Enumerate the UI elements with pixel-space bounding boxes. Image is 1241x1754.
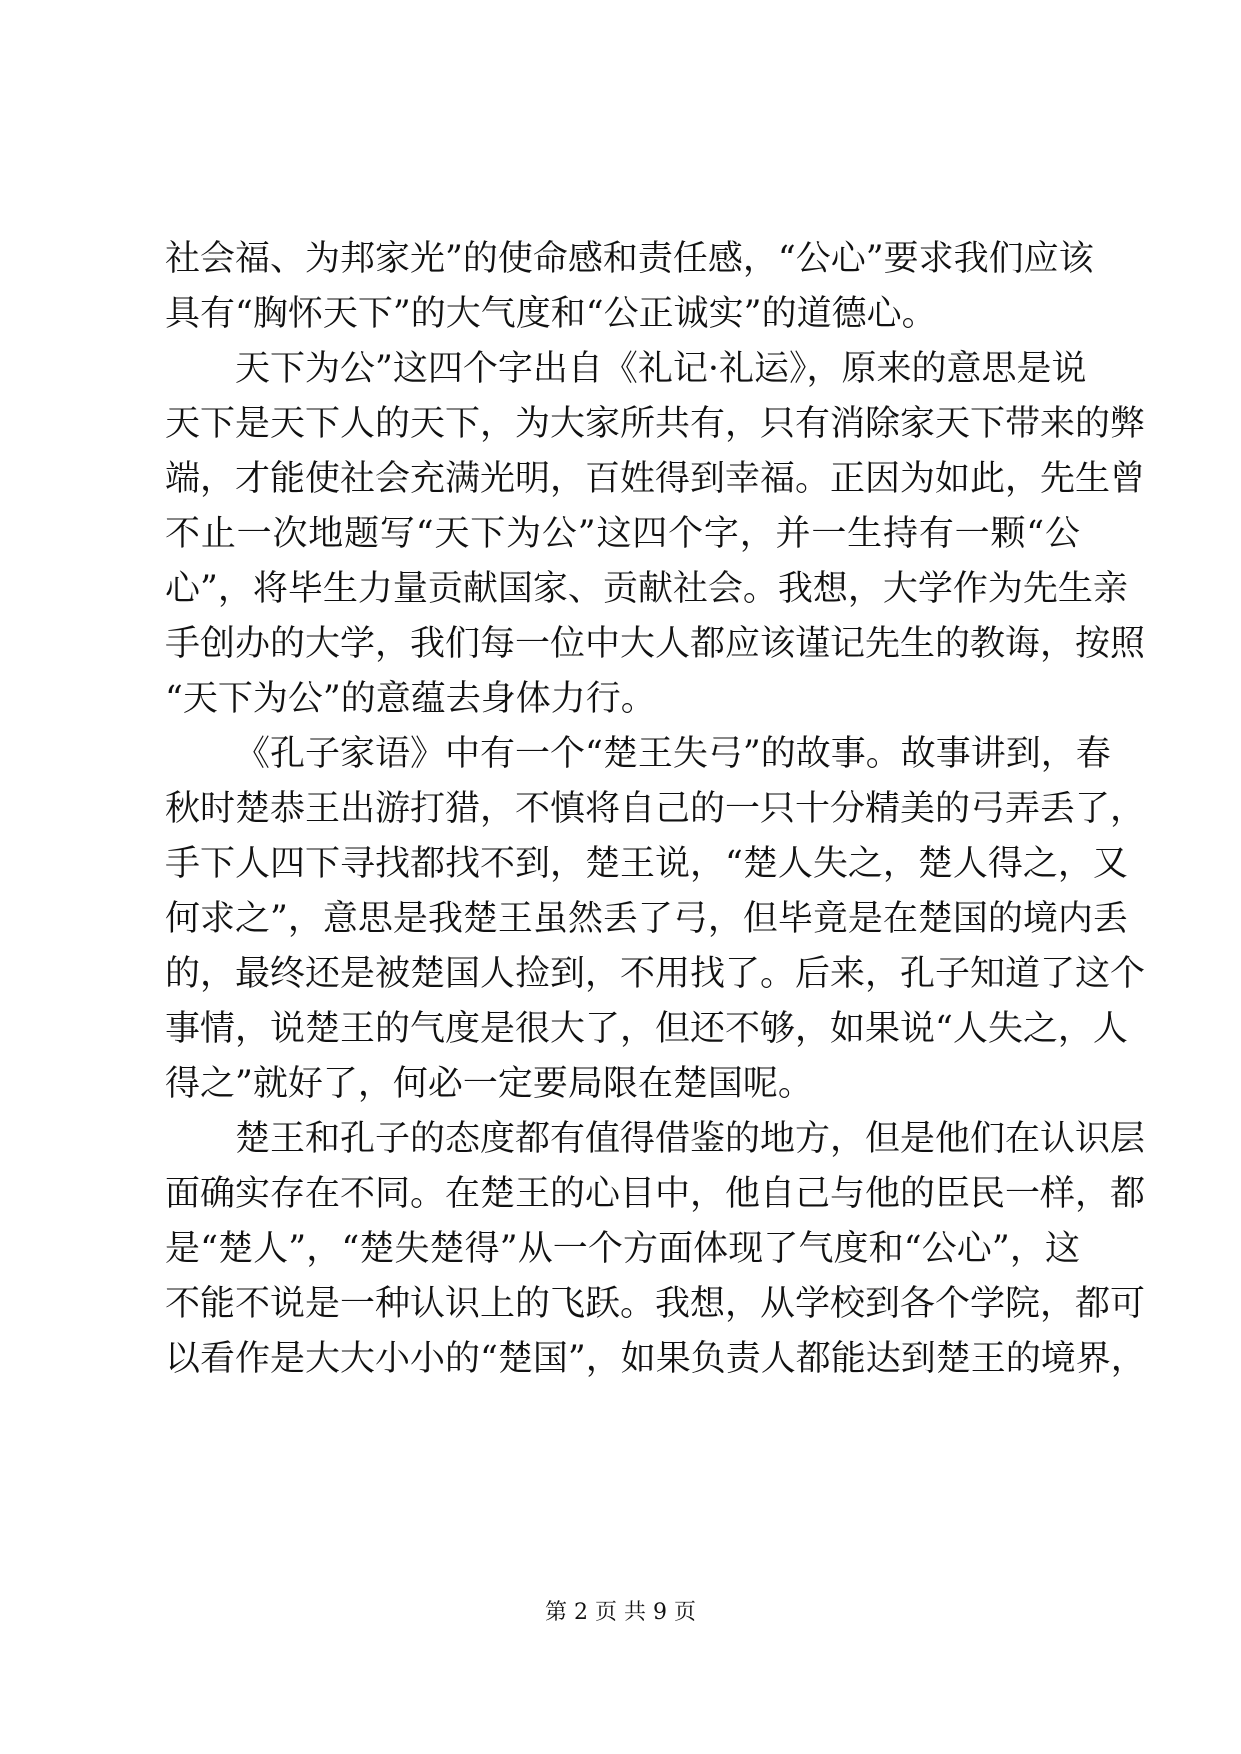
text-line: 具有“胸怀天下”的大气度和“公正诚实”的道德心。 [165,294,937,334]
text-line: 不止一次地题写“天下为公”这四个字，并一生持有一颗“公 [165,514,1080,554]
text-line: 楚王和孔子的态度都有值得借鉴的地方，但是他们在认识层 [235,1119,1146,1159]
text-line: 得之”就好了，何必一定要局限在楚国呢。 [165,1064,813,1104]
text-line: “天下为公”的意蕴去身体力行。 [165,679,656,719]
text-line: 事情，说楚王的气度是很大了，但还不够，如果说“人失之，人 [165,1009,1128,1049]
text-line: 不能不说是一种认识上的飞跃。我想，从学校到各个学院，都可 [165,1284,1146,1324]
text-line: 手下人四下寻找都找不到，楚王说，“楚人失之，楚人得之，又 [165,844,1128,884]
text-line: 端，才能使社会充满光明，百姓得到幸福。正因为如此，先生曾 [165,459,1146,499]
text-line: 社会福、为邦家光”的使命感和责任感，“公心”要求我们应该 [165,239,1094,279]
text-line: 以看作是大大小小的“楚国”，如果负责人都能达到楚王的境界， [165,1339,1146,1379]
body-text [165,232,1146,1387]
text-line: 天下是天下人的天下，为大家所共有，只有消除家天下带来的弊 [165,404,1146,444]
text-line: 是“楚人”，“楚失楚得”从一个方面体现了气度和“公心”，这 [165,1229,1080,1269]
paragraph-4 [165,1112,1146,1387]
paragraph-2 [165,342,1146,727]
text-line: 手创办的大学，我们每一位中大人都应该谨记先生的教诲，按照 [165,624,1146,664]
text-line: 秋时楚恭王出游打猎，不慎将自己的一只十分精美的弓弄丢了， [165,789,1146,829]
text-line: 面确实存在不同。在楚王的心目中，他自己与他的臣民一样，都 [165,1174,1146,1214]
text-line: 《孔子家语》中有一个“楚王失弓”的故事。故事讲到，春 [235,734,1111,774]
paragraph-1 [165,232,1094,342]
paragraph-3 [165,727,1146,1112]
text-line: 何求之”，意思是我楚王虽然丢了弓，但毕竟是在楚国的境内丢 [165,899,1128,939]
page-number-footer: 第 2 页 共 9 页 [545,1600,696,1625]
text-line: 天下为公”这四个字出自《礼记·礼运》，原来的意思是说 [235,349,1087,389]
text-line: 心”，将毕生力量贡献国家、贡献社会。我想，大学作为先生亲 [165,569,1128,609]
text-line: 的，最终还是被楚国人捡到，不用找了。后来，孔子知道了这个 [165,954,1146,994]
